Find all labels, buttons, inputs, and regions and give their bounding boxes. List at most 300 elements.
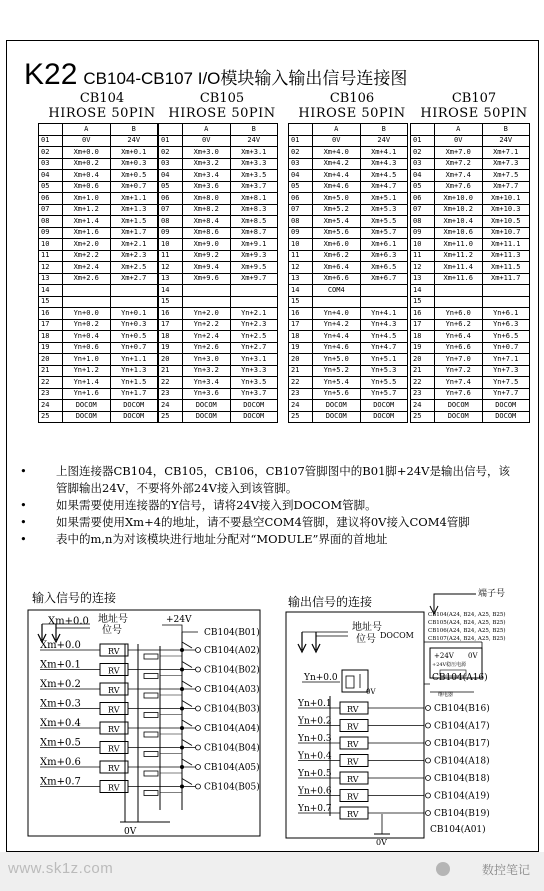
table-cell: Yn+2.1 bbox=[230, 308, 278, 320]
table-cell: Xm+0.3 bbox=[110, 158, 158, 170]
table-cell: 12 bbox=[159, 262, 183, 274]
table-cell: 23 bbox=[289, 388, 313, 400]
table-row bbox=[39, 216, 158, 228]
input-signal-label: Xm+0.0 bbox=[40, 640, 81, 651]
table-cell: DOCOM bbox=[482, 400, 530, 412]
table-cell: Xm+8.3 bbox=[230, 204, 278, 216]
table-row bbox=[411, 158, 530, 170]
table-cell: Xm+2.5 bbox=[110, 262, 158, 274]
table-row bbox=[39, 411, 158, 423]
output-pin-label: CB104(B18) bbox=[434, 774, 490, 784]
table-cell: 16 bbox=[159, 308, 183, 320]
docom-pin: CB107(A24, B24, A25, B25) bbox=[428, 636, 506, 642]
footer-bar bbox=[0, 852, 544, 891]
table-cell: Yn+2.7 bbox=[230, 342, 278, 354]
table-cell: Yn+1.4 bbox=[63, 377, 111, 389]
switch-icon bbox=[182, 759, 192, 765]
table-cell: Xm+10.5 bbox=[482, 216, 530, 228]
note-item: • 如果需要使用连接器的Y信号，请将24V接入到DOCOM管脚。 bbox=[20, 498, 377, 512]
table-cell: Xm+2.2 bbox=[63, 250, 111, 262]
input-pin-label: CB104(A04) bbox=[204, 724, 260, 734]
table-cell: Xm+1.2 bbox=[63, 204, 111, 216]
table-cell: Xm+6.7 bbox=[360, 273, 408, 285]
table-cell: 12 bbox=[411, 262, 435, 274]
table-cell: Xm+1.1 bbox=[110, 193, 158, 205]
arrow-down-icon bbox=[312, 632, 320, 652]
table-row bbox=[411, 193, 530, 205]
output-row bbox=[297, 804, 490, 819]
table-cell: Yn+2.5 bbox=[230, 331, 278, 343]
output-signal-label: Yn+0.3 bbox=[298, 734, 332, 744]
table-cell: Xm+3.6 bbox=[183, 181, 231, 193]
input-signal-label: Xm+0.5 bbox=[40, 737, 81, 749]
table-row bbox=[39, 273, 158, 285]
table-cell: 15 bbox=[289, 296, 313, 308]
output-pin-label: CB104(A19) bbox=[434, 791, 490, 802]
table-cell: Xm+1.5 bbox=[110, 216, 158, 228]
table-cell: Xm+8.4 bbox=[183, 216, 231, 228]
table-cell: Yn+2.6 bbox=[183, 342, 231, 354]
table-cell: 12 bbox=[289, 262, 313, 274]
table-cell: Yn+0.1 bbox=[110, 308, 158, 320]
resistor-label: RV bbox=[108, 686, 120, 695]
table-cell: 19 bbox=[39, 342, 63, 354]
table-cell: Yn+1.6 bbox=[63, 388, 111, 400]
output-signal-diagram bbox=[282, 584, 534, 846]
table-cell: 0V bbox=[435, 135, 483, 147]
table-row bbox=[289, 400, 408, 412]
table-cell: B bbox=[230, 124, 278, 136]
table-cell: Xm+6.0 bbox=[313, 239, 361, 251]
resistor-label: RV bbox=[108, 725, 120, 734]
input-bit-label: 位号 bbox=[102, 625, 122, 636]
table-row bbox=[411, 170, 530, 182]
table-cell: Xm+1.6 bbox=[63, 227, 111, 239]
table-cell: Yn+5.1 bbox=[360, 354, 408, 366]
table-cell: Xm+1.3 bbox=[110, 204, 158, 216]
table-cell: DOCOM bbox=[435, 411, 483, 423]
table-cell bbox=[110, 296, 158, 308]
table-cell: Xm+5.7 bbox=[360, 227, 408, 239]
table-row bbox=[289, 239, 408, 251]
table-cell bbox=[360, 285, 408, 297]
output-address-label: 地址号 bbox=[352, 622, 382, 633]
footer-url: www.sk1z.com bbox=[8, 860, 114, 877]
table-cell: Xm+4.0 bbox=[313, 147, 361, 159]
table-row bbox=[159, 124, 278, 136]
table-cell: Xm+7.5 bbox=[482, 170, 530, 182]
table-row bbox=[411, 400, 530, 412]
resistor-label: RV bbox=[347, 722, 359, 732]
output-row bbox=[297, 787, 490, 802]
table-cell: Xm+5.1 bbox=[360, 193, 408, 205]
table-cell bbox=[110, 285, 158, 297]
table-row bbox=[159, 411, 278, 423]
table-cell: Xm+5.0 bbox=[313, 193, 361, 205]
table-cell: Xm+6.5 bbox=[360, 262, 408, 274]
table-row bbox=[39, 227, 158, 239]
input-row bbox=[40, 738, 260, 757]
table-row bbox=[289, 342, 408, 354]
input-signal-label: Xm+0.2 bbox=[40, 679, 81, 690]
table-cell: Xm+9.2 bbox=[183, 250, 231, 262]
table-cell: Yn+2.2 bbox=[183, 319, 231, 331]
table-cell bbox=[313, 296, 361, 308]
first-out-label: Yn+0.0 bbox=[304, 673, 338, 683]
table-cell: Xm+0.7 bbox=[110, 181, 158, 193]
table-row bbox=[159, 135, 278, 147]
table-cell: Xm+9.1 bbox=[230, 239, 278, 251]
table-cell: DOCOM bbox=[313, 400, 361, 412]
table-cell: B bbox=[360, 124, 408, 136]
table-row bbox=[411, 388, 530, 400]
table-cell: 23 bbox=[159, 388, 183, 400]
table-cell: 02 bbox=[159, 147, 183, 159]
table-cell: 24V bbox=[482, 135, 530, 147]
table-cell: 01 bbox=[159, 135, 183, 147]
table-row bbox=[411, 342, 530, 354]
table-cell: Xm+4.7 bbox=[360, 181, 408, 193]
table-cell: Yn+5.6 bbox=[313, 388, 361, 400]
table-cell: Yn+3.0 bbox=[183, 354, 231, 366]
table-cell: 14 bbox=[159, 285, 183, 297]
table-cell: 15 bbox=[39, 296, 63, 308]
resistor-label: RV bbox=[108, 744, 120, 754]
table-row bbox=[289, 227, 408, 239]
table-cell: 16 bbox=[39, 308, 63, 320]
table-cell: 04 bbox=[159, 170, 183, 182]
title-code: K22 bbox=[24, 58, 78, 91]
output-pin-label: CB104(A17) bbox=[434, 721, 490, 732]
table-cell: Yn+0.7 bbox=[110, 342, 158, 354]
table-cell: Yn+4.6 bbox=[313, 342, 361, 354]
table-row bbox=[411, 262, 530, 274]
table-row bbox=[289, 147, 408, 159]
input-signal-diagram bbox=[20, 584, 270, 840]
table-cell: DOCOM bbox=[63, 400, 111, 412]
resistor-label: RV bbox=[108, 666, 120, 676]
table-cell: Xm+7.3 bbox=[482, 158, 530, 170]
table-row bbox=[289, 331, 408, 343]
notes-list bbox=[20, 463, 520, 548]
table-cell: Xm+6.2 bbox=[313, 250, 361, 262]
table-row bbox=[411, 365, 530, 377]
table-row bbox=[289, 250, 408, 262]
table-cell: Xm+10.0 bbox=[435, 193, 483, 205]
table-cell: Yn+3.2 bbox=[183, 365, 231, 377]
table-cell: 02 bbox=[289, 147, 313, 159]
connector-type: HIROSE 50PIN bbox=[420, 106, 528, 121]
table-row bbox=[411, 135, 530, 147]
psu-plus: +24V bbox=[434, 652, 454, 660]
table-cell: Xm+3.5 bbox=[230, 170, 278, 182]
bottom-pin: CB104(A01) bbox=[430, 825, 486, 835]
input-row bbox=[40, 640, 260, 659]
table-cell: 21 bbox=[411, 365, 435, 377]
table-cell: 25 bbox=[39, 411, 63, 423]
table-cell: 06 bbox=[289, 193, 313, 205]
table-cell: 25 bbox=[411, 411, 435, 423]
table-cell: 21 bbox=[159, 365, 183, 377]
table-cell: 22 bbox=[39, 377, 63, 389]
table-row bbox=[289, 411, 408, 423]
table-row bbox=[159, 296, 278, 308]
table-cell: 19 bbox=[289, 342, 313, 354]
output-row bbox=[297, 734, 490, 749]
output-pin-label: CB104(B17) bbox=[434, 739, 490, 749]
table-row bbox=[411, 319, 530, 331]
table-cell: DOCOM bbox=[63, 411, 111, 423]
table-cell: Yn+7.1 bbox=[482, 354, 530, 366]
input-address-label: 地址号 bbox=[98, 614, 128, 625]
output-ground: 0V bbox=[376, 838, 387, 846]
table-cell: 15 bbox=[411, 296, 435, 308]
table-cell: A bbox=[435, 124, 483, 136]
table-cell: Xm+8.0 bbox=[183, 193, 231, 205]
table-cell: 18 bbox=[39, 331, 63, 343]
table-cell: Yn+7.2 bbox=[435, 365, 483, 377]
table-row bbox=[289, 365, 408, 377]
table-row bbox=[39, 400, 158, 412]
input-row bbox=[40, 757, 260, 776]
table-cell: 18 bbox=[411, 331, 435, 343]
table-row bbox=[39, 388, 158, 400]
table-cell: 20 bbox=[289, 354, 313, 366]
table-cell: 11 bbox=[159, 250, 183, 262]
table-cell: 08 bbox=[411, 216, 435, 228]
table-cell: 0V bbox=[183, 135, 231, 147]
table-cell: 13 bbox=[159, 273, 183, 285]
table-row bbox=[289, 377, 408, 389]
switch-icon bbox=[182, 701, 192, 707]
table-cell bbox=[39, 124, 63, 136]
table-cell: Yn+4.3 bbox=[360, 319, 408, 331]
table-cell: 03 bbox=[39, 158, 63, 170]
resistor-label: RV bbox=[347, 757, 359, 767]
table-cell: Xm+0.0 bbox=[63, 147, 111, 159]
table-cell: Xm+8.1 bbox=[230, 193, 278, 205]
switch-icon bbox=[182, 662, 192, 668]
table-row bbox=[411, 354, 530, 366]
table-cell: 11 bbox=[411, 250, 435, 262]
resistor-label: RV bbox=[347, 740, 359, 749]
table-cell: 07 bbox=[39, 204, 63, 216]
table-cell: Xm+2.4 bbox=[63, 262, 111, 274]
table-cell: Xm+7.4 bbox=[435, 170, 483, 182]
table-row bbox=[39, 296, 158, 308]
switch-icon bbox=[182, 779, 192, 785]
table-cell: 13 bbox=[39, 273, 63, 285]
table-cell: Xm+4.2 bbox=[313, 158, 361, 170]
table-row bbox=[39, 342, 158, 354]
table-cell: Xm+8.7 bbox=[230, 227, 278, 239]
table-cell bbox=[159, 124, 183, 136]
title-text: CB104-CB107 I/O模块输入输出信号连接图 bbox=[83, 69, 408, 88]
table-row bbox=[289, 204, 408, 216]
table-cell: DOCOM bbox=[313, 411, 361, 423]
table-cell: 0V bbox=[313, 135, 361, 147]
table-cell: 15 bbox=[159, 296, 183, 308]
table-cell: Yn+5.7 bbox=[360, 388, 408, 400]
table-cell: 10 bbox=[159, 239, 183, 251]
resistor-label: RV bbox=[347, 792, 359, 802]
table-cell: A bbox=[63, 124, 111, 136]
output-pin-label: CB104(B19) bbox=[434, 809, 490, 819]
table-row bbox=[159, 193, 278, 205]
table-row bbox=[411, 377, 530, 389]
input-pin-label: CB104(A05) bbox=[204, 763, 260, 773]
table-row bbox=[289, 158, 408, 170]
output-diagram-title: 输出信号的连接 bbox=[288, 595, 373, 609]
table-row bbox=[289, 308, 408, 320]
table-cell: Yn+4.4 bbox=[313, 331, 361, 343]
table-cell: Xm+8.2 bbox=[183, 204, 231, 216]
table-cell: Yn+7.0 bbox=[435, 354, 483, 366]
note-item: • 表中的m,n为对该模块进行地址分配对“MODULE”界面的首地址 bbox=[20, 532, 388, 546]
table-row bbox=[39, 170, 158, 182]
table-cell: Yn+3.7 bbox=[230, 388, 278, 400]
table-cell: 09 bbox=[39, 227, 63, 239]
table-row bbox=[289, 354, 408, 366]
table-cell: 13 bbox=[411, 273, 435, 285]
table-cell: Xm+2.1 bbox=[110, 239, 158, 251]
table-cell: Xm+1.4 bbox=[63, 216, 111, 228]
table-cell: 04 bbox=[39, 170, 63, 182]
table-cell: 06 bbox=[159, 193, 183, 205]
table-cell: Yn+6.0 bbox=[435, 308, 483, 320]
table-cell: Yn+6.2 bbox=[435, 319, 483, 331]
table-cell: Xm+7.6 bbox=[435, 181, 483, 193]
resistor-label: RV bbox=[347, 775, 359, 784]
table-cell: DOCOM bbox=[230, 411, 278, 423]
pin-table bbox=[288, 123, 408, 423]
table-row bbox=[289, 262, 408, 274]
input-signal-label: Xm+0.6 bbox=[40, 757, 81, 768]
table-row bbox=[289, 135, 408, 147]
table-cell bbox=[230, 285, 278, 297]
table-cell: Xm+5.4 bbox=[313, 216, 361, 228]
switch-icon bbox=[182, 720, 192, 726]
table-cell: Yn+7.5 bbox=[482, 377, 530, 389]
table-cell: Xm+8.6 bbox=[183, 227, 231, 239]
table-cell: Yn+4.0 bbox=[313, 308, 361, 320]
table-cell: 07 bbox=[289, 204, 313, 216]
table-cell: 17 bbox=[411, 319, 435, 331]
table-cell: Yn+0.0 bbox=[63, 308, 111, 320]
table-cell: Yn+4.1 bbox=[360, 308, 408, 320]
table-cell: Yn+1.5 bbox=[110, 377, 158, 389]
table-cell: A bbox=[313, 124, 361, 136]
connector-cb105 bbox=[158, 92, 286, 423]
resistor-label: RV bbox=[347, 705, 359, 714]
table-cell: 09 bbox=[159, 227, 183, 239]
table-cell: Yn+0.4 bbox=[63, 331, 111, 343]
table-row bbox=[159, 227, 278, 239]
table-row bbox=[159, 400, 278, 412]
input-pin-label: CB104(B03) bbox=[204, 704, 260, 715]
input-pin-label: CB104(B02) bbox=[204, 665, 260, 676]
input-ground: 0V bbox=[124, 827, 137, 837]
table-cell bbox=[482, 285, 530, 297]
resistor-label: RV bbox=[108, 783, 120, 793]
input-top-label: Xm+0.0 bbox=[48, 616, 89, 627]
table-cell: Yn+5.4 bbox=[313, 377, 361, 389]
table-cell: Xm+11.4 bbox=[435, 262, 483, 274]
table-cell: Xm+6.4 bbox=[313, 262, 361, 274]
table-cell: Yn+4.2 bbox=[313, 319, 361, 331]
table-cell: Xm+3.7 bbox=[230, 181, 278, 193]
input-signal-label: Xm+0.1 bbox=[40, 659, 81, 671]
table-cell: Xm+2.3 bbox=[110, 250, 158, 262]
table-cell: 05 bbox=[159, 181, 183, 193]
table-cell: 01 bbox=[289, 135, 313, 147]
input-diagram-title: 输入信号的连接 bbox=[32, 591, 117, 605]
table-cell: 21 bbox=[39, 365, 63, 377]
table-cell: Yn+2.4 bbox=[183, 331, 231, 343]
table-cell: 07 bbox=[411, 204, 435, 216]
table-cell: Yn+7.4 bbox=[435, 377, 483, 389]
table-cell: 01 bbox=[411, 135, 435, 147]
table-row bbox=[159, 273, 278, 285]
output-pin-label: CB104(A18) bbox=[434, 756, 490, 767]
table-cell: DOCOM bbox=[360, 400, 408, 412]
table-row bbox=[159, 354, 278, 366]
table-row bbox=[159, 365, 278, 377]
table-cell: 16 bbox=[289, 308, 313, 320]
input-signal-label: Xm+0.7 bbox=[40, 776, 81, 788]
supply-pin: CB104(B01) bbox=[204, 628, 260, 638]
table-row bbox=[39, 135, 158, 147]
table-cell: DOCOM bbox=[183, 411, 231, 423]
pin-table bbox=[38, 123, 158, 423]
table-row bbox=[159, 181, 278, 193]
table-row bbox=[159, 308, 278, 320]
output-pin-label: CB104(B16) bbox=[434, 704, 490, 714]
table-cell: Yn+2.3 bbox=[230, 319, 278, 331]
table-cell: Xm+4.3 bbox=[360, 158, 408, 170]
table-cell: Xm+3.1 bbox=[230, 147, 278, 159]
table-cell: Xm+9.0 bbox=[183, 239, 231, 251]
output-row bbox=[297, 699, 490, 714]
table-cell: 14 bbox=[39, 285, 63, 297]
table-cell: 08 bbox=[159, 216, 183, 228]
docom-pin: CB106(A24, B24, A25, B25) bbox=[428, 628, 506, 634]
table-cell: Xm+3.4 bbox=[183, 170, 231, 182]
table-cell: Xm+7.7 bbox=[482, 181, 530, 193]
table-cell: 23 bbox=[411, 388, 435, 400]
table-cell: Xm+11.5 bbox=[482, 262, 530, 274]
table-cell: DOCOM bbox=[110, 400, 158, 412]
table-row bbox=[289, 216, 408, 228]
table-cell: Xm+7.2 bbox=[435, 158, 483, 170]
table-cell: Xm+3.2 bbox=[183, 158, 231, 170]
connector-name: CB106 bbox=[329, 91, 375, 106]
supply-label: +24V bbox=[166, 615, 192, 625]
output-signal-label: Yn+0.4 bbox=[298, 751, 332, 762]
table-cell: Yn+5.2 bbox=[313, 365, 361, 377]
resistor-label: RV bbox=[108, 705, 120, 715]
connector-type: HIROSE 50PIN bbox=[298, 106, 406, 121]
table-row bbox=[289, 181, 408, 193]
table-cell: A bbox=[183, 124, 231, 136]
table-row bbox=[39, 124, 158, 136]
table-row bbox=[159, 342, 278, 354]
table-cell: Xm+2.6 bbox=[63, 273, 111, 285]
table-cell: Yn+0.7 bbox=[482, 342, 530, 354]
pin-table bbox=[410, 123, 530, 423]
output-row bbox=[297, 717, 490, 732]
table-cell: DOCOM bbox=[435, 400, 483, 412]
